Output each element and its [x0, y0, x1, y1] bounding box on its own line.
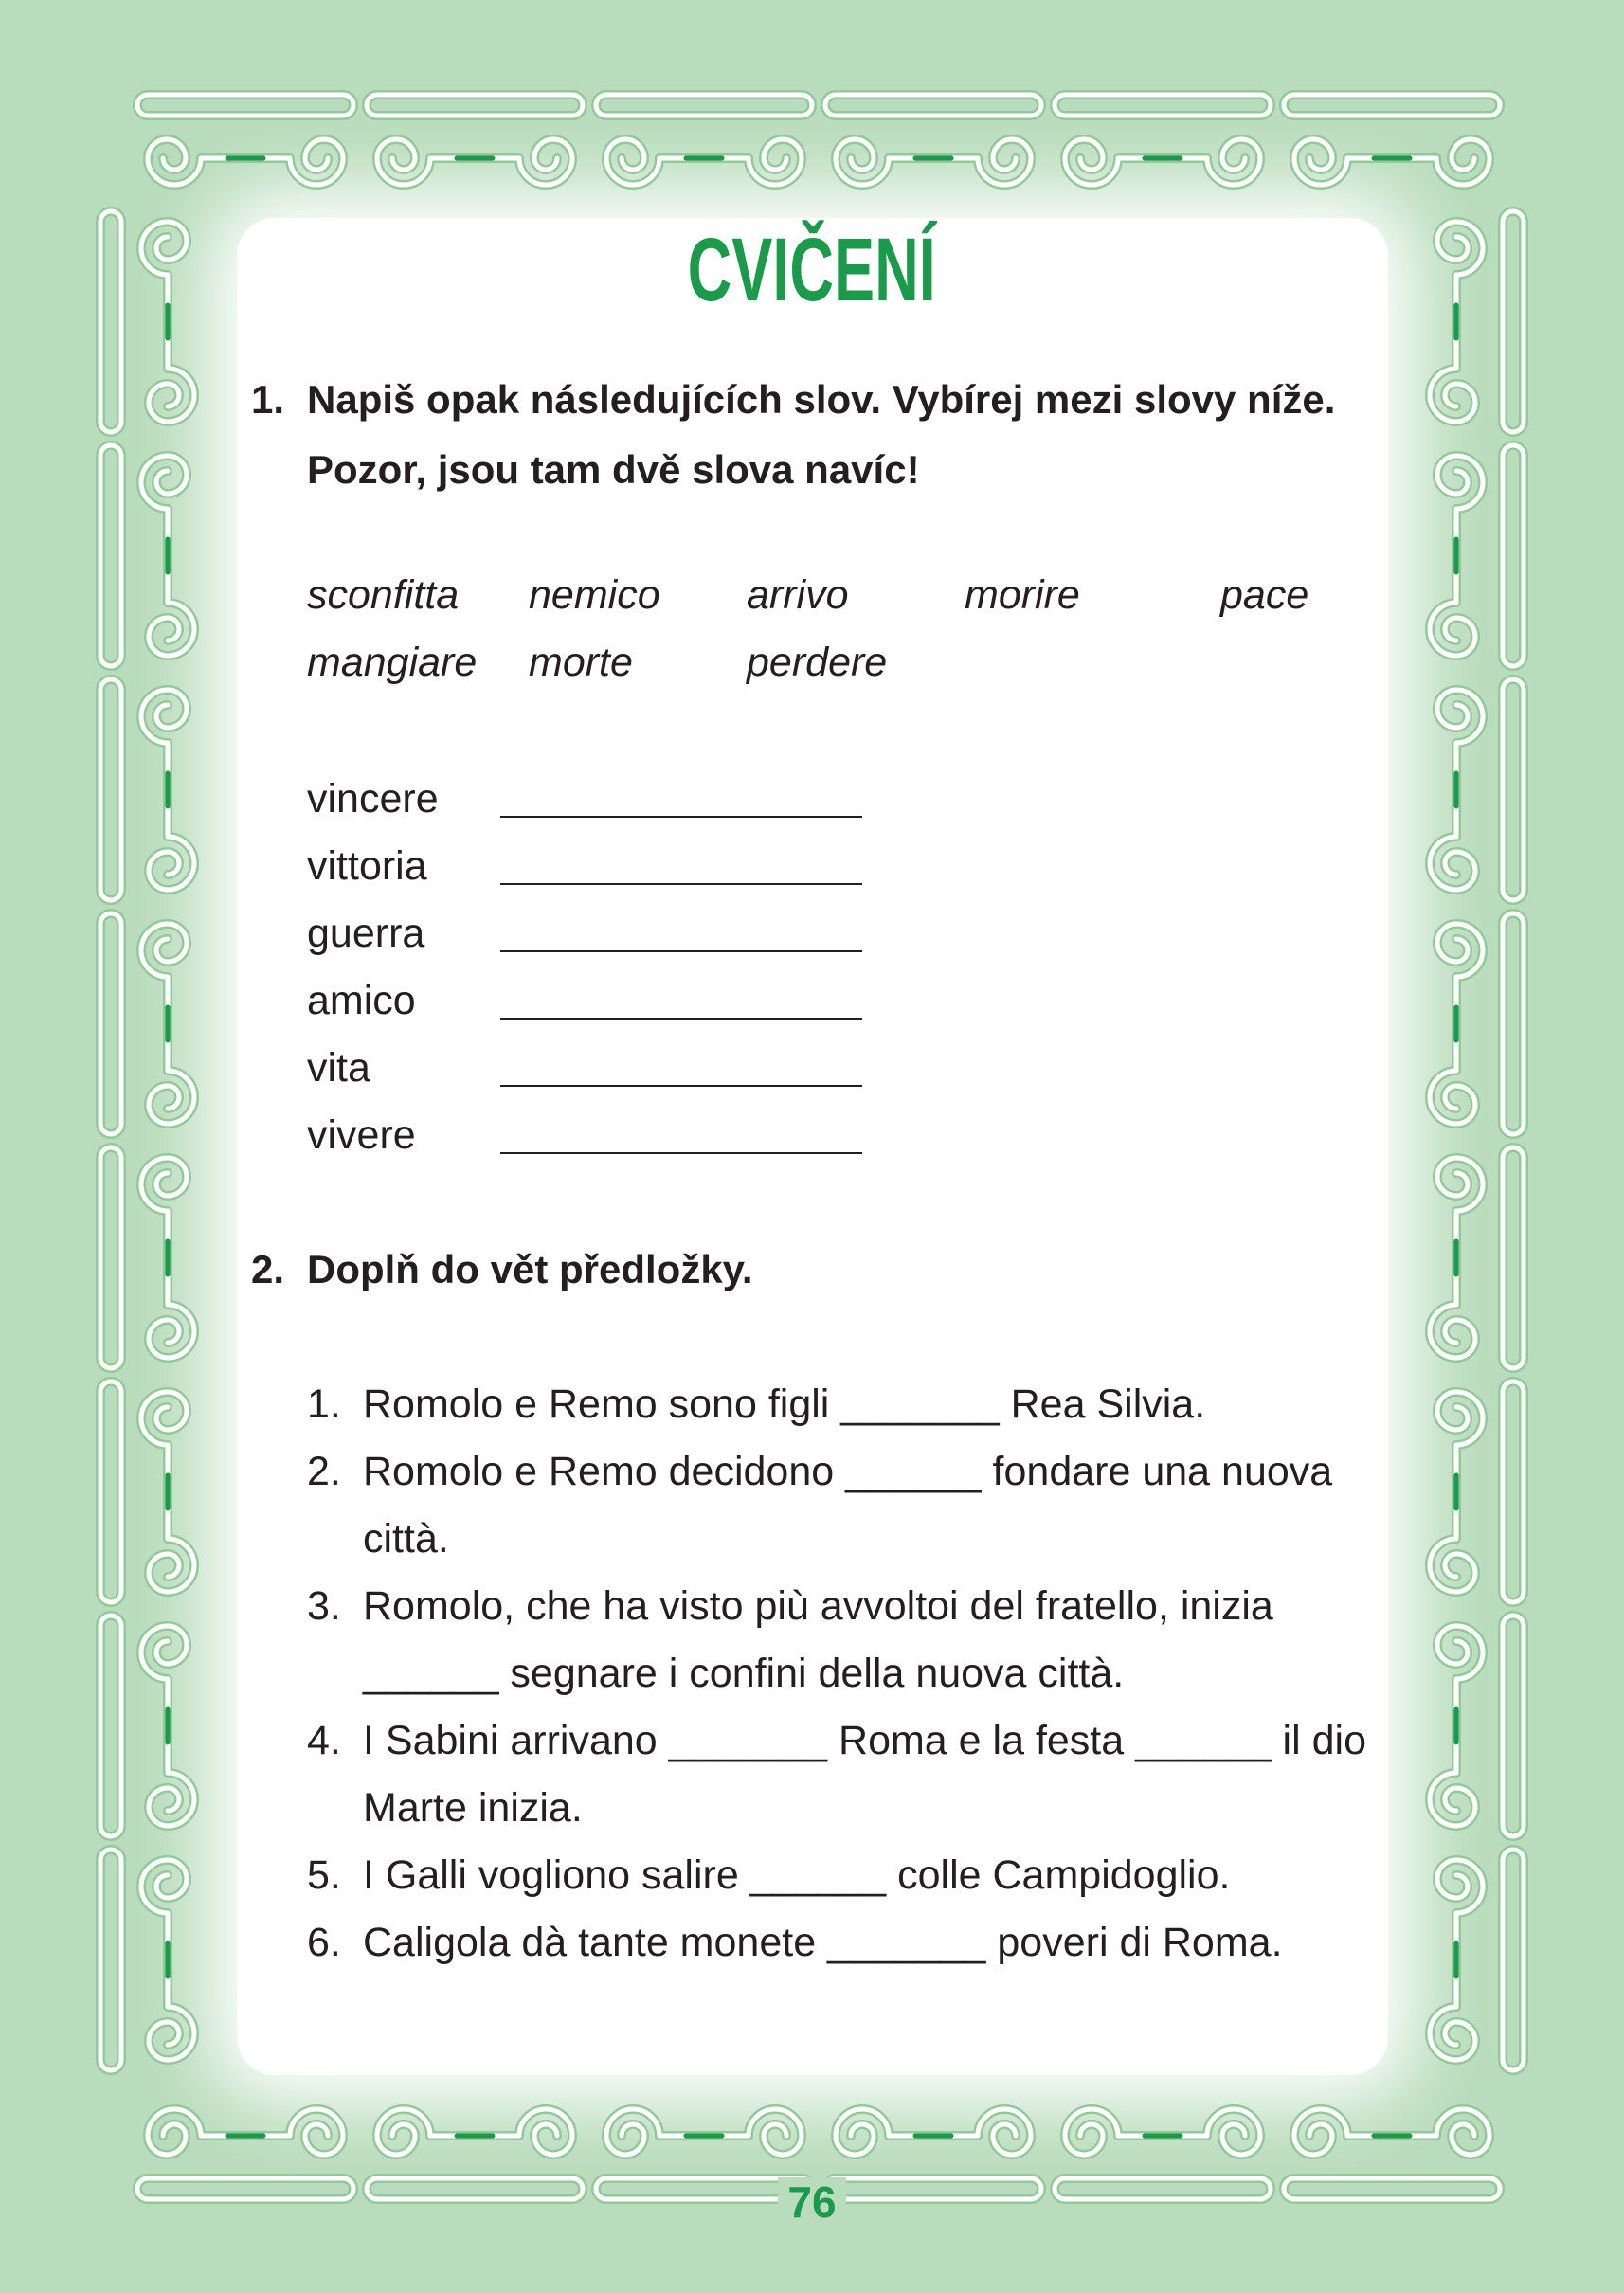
page-title-text: CVIČENÍ	[687, 220, 937, 320]
word-bank-row	[307, 562, 1308, 629]
sentence-line: Romolo e Remo sono figli _______ Rea Silvia.	[363, 1381, 1206, 1427]
sentence-number: 2.	[307, 1449, 341, 1494]
sentence-item	[307, 1842, 1366, 1909]
frame-top-border	[131, 90, 1507, 194]
sentence-number: 1.	[307, 1381, 341, 1427]
sentence-line: ______ segnare i confini della nuova città.	[363, 1651, 1125, 1696]
sentence-line: Romolo e Remo decidono ______ fondare una nuova	[363, 1449, 1333, 1494]
exercise-2-number: 2.	[251, 1247, 285, 1291]
instruction-line: Pozor, jsou tam dvě slova navíc!	[307, 447, 920, 492]
sentence-item	[307, 1371, 1366, 1438]
exercise-1-number: 1.	[251, 377, 285, 422]
word-row	[307, 967, 894, 1035]
sentence-line: Caligola dà tante monete _______ poveri di Roma.	[363, 1920, 1283, 1965]
word-bank	[307, 562, 1308, 696]
word-bank-word: pace	[1220, 572, 1309, 618]
sentence-item	[307, 1438, 1366, 1573]
word: vita	[307, 1045, 370, 1091]
sentence-item	[307, 1573, 1366, 1707]
frame-right-border	[1425, 205, 1529, 2077]
word-list	[307, 766, 894, 1169]
sentence-line: I Galli vogliono salire ______ colle Campidoglio.	[363, 1852, 1231, 1898]
sentence-line: I Sabini arrivano _______ Roma e la festa ______ il dio	[363, 1718, 1366, 1763]
answer-line	[500, 816, 862, 818]
instruction-line: Napiš opak následujících slov. Vybírej mezi slovy níže.	[307, 377, 1336, 422]
word-bank-word: sconfitta	[307, 572, 460, 618]
sentence-item	[307, 1909, 1366, 1977]
sentence-line: Marte inizia.	[363, 1785, 583, 1831]
frame-left-border	[95, 205, 199, 2077]
sentence-number: 3.	[307, 1583, 341, 1629]
exercise-2-instruction	[251, 1235, 753, 1305]
word-row	[307, 900, 894, 967]
sentence-number: 6.	[307, 1920, 341, 1965]
word-bank-word: morire	[965, 572, 1080, 618]
exercise-2-instruction-text: Doplň do vět předložky.	[307, 1247, 753, 1291]
sentence-text	[363, 1909, 1283, 1977]
answer-line	[500, 1085, 862, 1087]
answer-line	[500, 1152, 862, 1154]
sentence-text	[363, 1707, 1366, 1842]
page-number	[0, 2177, 1624, 2227]
sentence-line: città.	[363, 1516, 449, 1562]
exercise-1-instruction	[251, 365, 1335, 505]
word-bank-word: nemico	[529, 572, 660, 618]
word-row	[307, 1035, 894, 1102]
sentence-text	[363, 1438, 1332, 1573]
page-title	[0, 220, 1624, 320]
word: vincere	[307, 776, 439, 822]
word: vivere	[307, 1112, 416, 1158]
answer-line	[500, 883, 862, 885]
answer-line	[500, 1018, 862, 1020]
exercise-1-instruction-text	[307, 365, 1335, 505]
word: guerra	[307, 911, 425, 956]
word-bank-row	[307, 629, 1308, 696]
sentence-number: 5.	[307, 1852, 341, 1898]
word-bank-word: morte	[529, 640, 633, 685]
page-number-text: 76	[778, 2177, 845, 2227]
sentence-line: Romolo, che ha visto più avvoltoi del fratello, inizia	[363, 1583, 1273, 1629]
sentence-item	[307, 1707, 1366, 1842]
sentence-text	[363, 1842, 1230, 1909]
word-bank-word: perdere	[747, 640, 888, 685]
word-row	[307, 766, 894, 833]
sentence-list	[307, 1371, 1366, 1977]
sentence-number: 4.	[307, 1718, 341, 1763]
sentence-text	[363, 1371, 1205, 1438]
word-row	[307, 1102, 894, 1169]
word-row	[307, 833, 894, 900]
answer-line	[500, 950, 862, 952]
word: amico	[307, 978, 416, 1023]
sentence-text	[363, 1573, 1273, 1707]
word: vittoria	[307, 843, 427, 889]
word-bank-word: mangiare	[307, 640, 478, 685]
word-bank-word: arrivo	[747, 572, 849, 618]
